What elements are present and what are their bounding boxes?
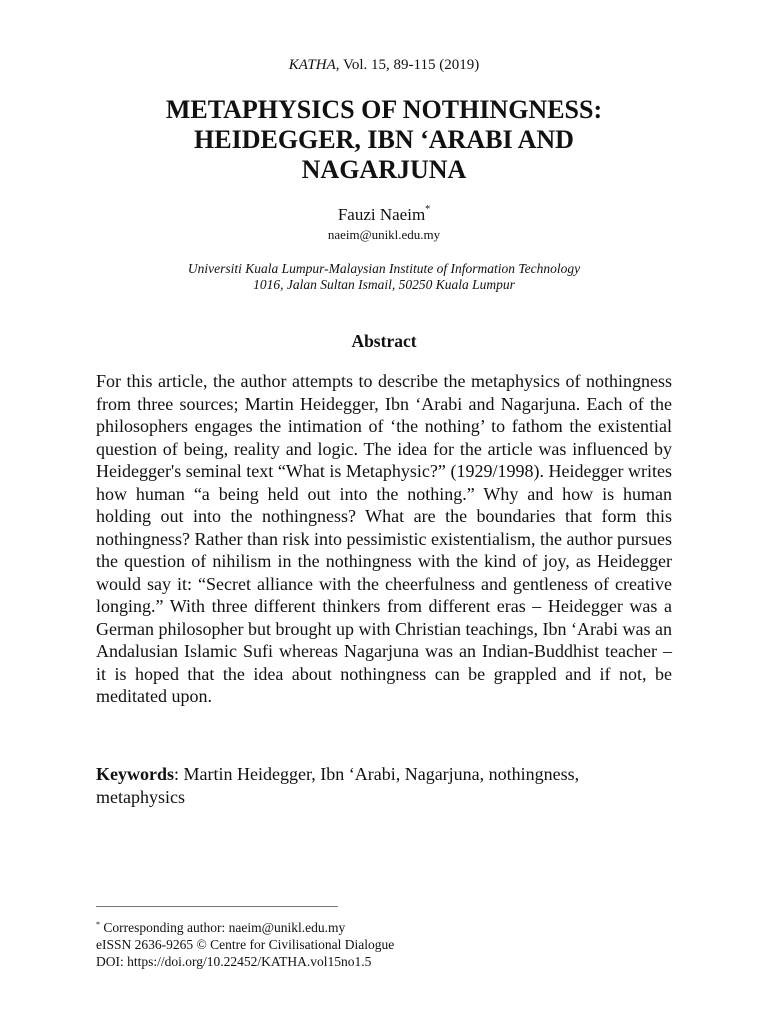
author-footnote-mark: * xyxy=(425,204,431,215)
abstract-heading: Abstract xyxy=(351,331,417,351)
corresponding-author-text: Corresponding author: naeim@unikl.edu.my xyxy=(100,920,346,935)
keywords xyxy=(96,763,672,808)
journal-details: , Vol. 15, 89-115 (2019) xyxy=(335,57,480,73)
author-name: Fauzi Naeim xyxy=(337,205,426,224)
keywords-text: : Martin Heidegger, Ibn ‘Arabi, Nagarjuna, nothingness, metaphysics xyxy=(96,764,580,807)
title-line-3: NAGARJUNA xyxy=(301,155,467,184)
author xyxy=(0,204,768,225)
footnote-mark: * xyxy=(96,920,100,929)
footnote-divider xyxy=(96,906,338,907)
title-line-2: HEIDEGGER, IBN ‘ARABI AND xyxy=(194,125,574,154)
footnote-eissn: eISSN 2636-9265 © Centre for Civilisational Dialogue xyxy=(96,937,395,952)
journal-name: KATHA xyxy=(288,57,336,73)
running-head xyxy=(0,57,768,74)
abstract-body: For this article, the author attempts to describe the metaphysics of nothingness from three sources; Martin Heidegger, Ibn ‘Arabi and Nagarjuna. Each of the philosophers engages the intimation of ‘the nothing’ to fathom the existential question of being, reality and logic. The idea for the article was influenced by Heidegger's seminal text “What is Metaphysic?” (1929/1998). Heidegger writes how human “a being held out into the nothing.” Why and how is human holding out into the nothingness? What are the boundaries that form this nothingness? Rather than risk into pessimistic existentialism, the author pursues the question of nihilism in the nothingness with the kind of joy, as Heidegger would say it: “Secret alliance with the cheerfulness and gentleness of creative longing.” With three different thinkers from different eras – Heidegger was a German philosopher but brought up with Christian teachings, Ibn ‘Arabi was an Andalusian Islamic Sufi whereas Nagarjuna was an Indian-Buddhist teacher – it is hoped that the idea about nothingness can be grappled and if not, be meditated upon. xyxy=(96,371,672,706)
keywords-label: Keywords xyxy=(96,764,174,784)
author-email: naeim@unikl.edu.my xyxy=(327,227,441,242)
footnote-corresponding-author xyxy=(96,916,672,936)
affiliation-line-2: 1016, Jalan Sultan Ismail, 50250 Kuala Lumpur xyxy=(253,277,515,292)
footnotes xyxy=(96,916,672,970)
title-line-1: METAPHYSICS OF NOTHINGNESS: xyxy=(165,95,603,124)
affiliation-line-1: Universiti Kuala Lumpur-Malaysian Institute of Information Technology xyxy=(187,261,581,276)
article-title xyxy=(120,95,648,185)
footnote-doi: DOI: https://doi.org/10.22452/KATHA.vol15no1.5 xyxy=(96,954,372,969)
